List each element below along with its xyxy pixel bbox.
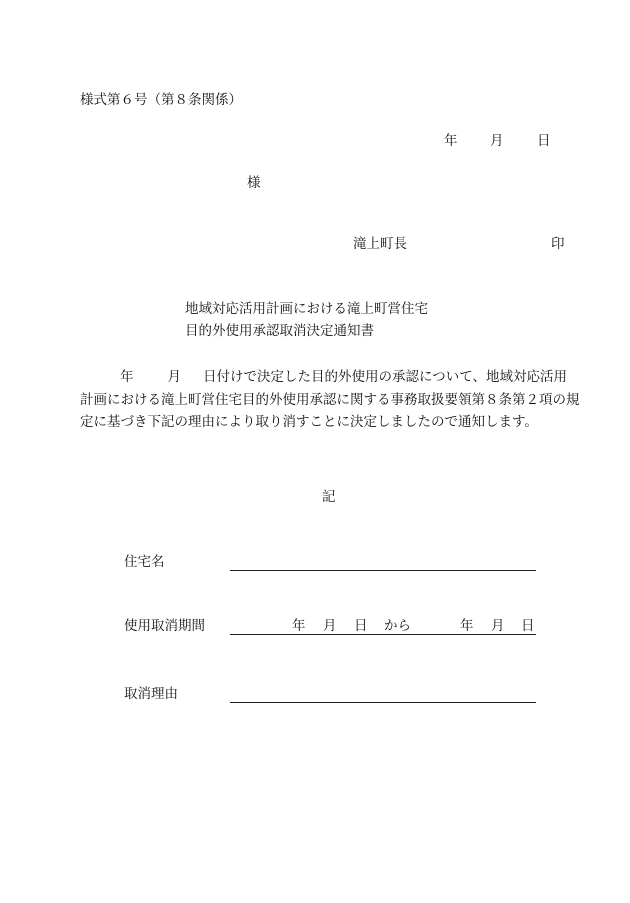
date-month: 月 [490, 133, 504, 149]
period-end-year: 年 [460, 618, 474, 634]
period-start-day: 日 [354, 618, 368, 634]
period-end-month: 月 [491, 618, 505, 634]
sender-name: 滝上町長 [353, 236, 407, 252]
reason-label: 取消理由 [124, 686, 178, 702]
reason-line [230, 702, 536, 703]
body-text: 日付けで決定した目的外使用の承認について、地域対応活用計画における滝上町営住宅目的外使用承認に関する事務取扱要領第８条第２項の規定に基づき下記の理由により取り消すことに決定しましたので通知します。 [80, 369, 580, 430]
period-line [230, 634, 536, 635]
period-label: 使用取消期間 [124, 618, 205, 634]
period-from: から [384, 618, 411, 634]
period-start-year: 年 [292, 618, 306, 634]
seal-mark: 印 [551, 236, 565, 252]
title-line-1: 地域対応活用計画における滝上町営住宅 [185, 301, 428, 317]
body-paragraph [80, 366, 580, 434]
ki-heading: 記 [322, 489, 336, 505]
recipient-suffix: 様 [247, 175, 261, 191]
date-year: 年 [444, 133, 458, 149]
housing-name-label: 住宅名 [124, 554, 165, 570]
body-month: 月 [167, 369, 181, 385]
period-end-day: 日 [521, 618, 535, 634]
title-line-2: 目的外使用承認取消決定通知書 [185, 323, 374, 339]
date-day: 日 [537, 133, 551, 149]
period-start-month: 月 [323, 618, 337, 634]
body-year: 年 [120, 369, 134, 385]
housing-name-line [230, 570, 536, 571]
form-label: 様式第６号（第８条関係） [80, 92, 242, 108]
